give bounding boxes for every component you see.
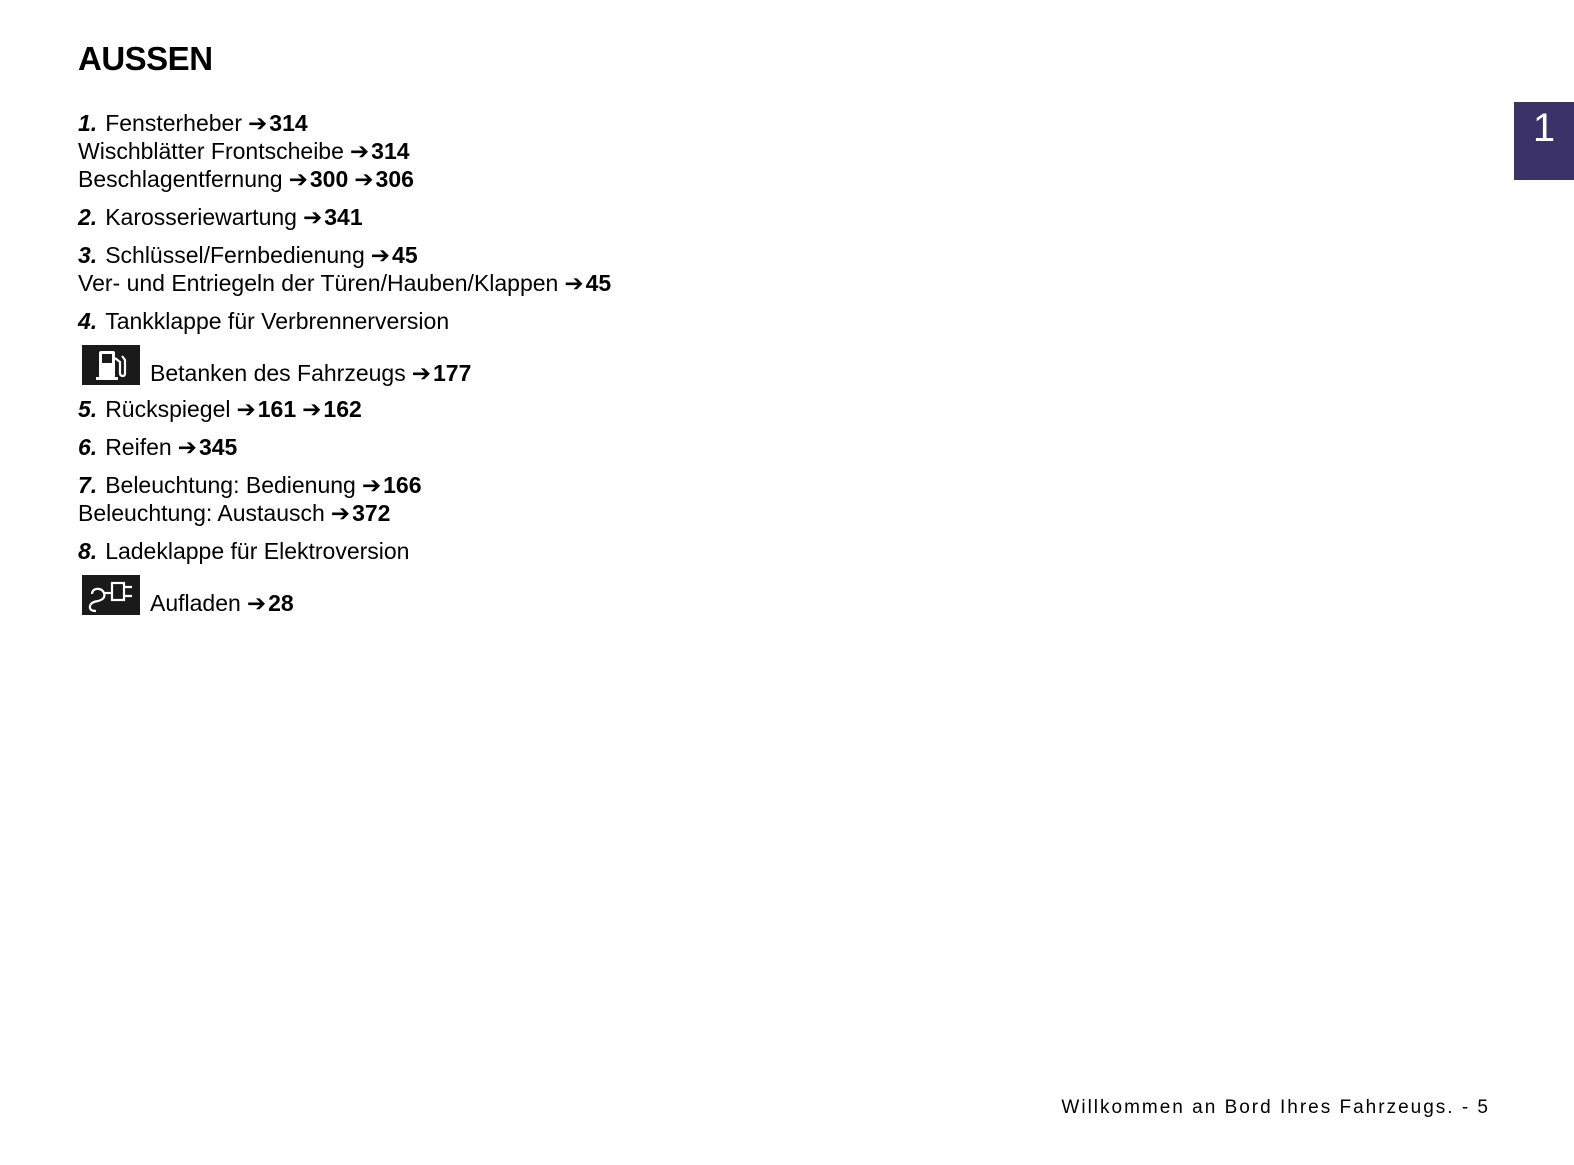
page-reference-link[interactable]: 161 [257, 396, 297, 422]
reference-arrow-icon: ➔ [361, 472, 382, 498]
index-entry [78, 471, 838, 527]
entry-text: Wischblätter Frontscheibe [78, 138, 344, 164]
entry-text: Reifen [105, 434, 172, 460]
entry-line [78, 307, 838, 335]
icon-entry-line [78, 345, 838, 385]
icon-entry-text-group [150, 589, 294, 617]
reference-arrow-icon: ➔ [246, 590, 267, 616]
charging-plug-icon [82, 575, 140, 615]
page-reference-link[interactable]: 306 [375, 166, 414, 192]
page-reference-link[interactable]: 314 [371, 138, 410, 164]
page-reference-link[interactable]: 300 [309, 166, 349, 192]
reference-arrow-icon: ➔ [370, 242, 391, 268]
reference-arrow-icon: ➔ [411, 360, 431, 386]
entry-text: Beleuchtung: Bedienung [105, 472, 356, 498]
entry-number: 2. [78, 204, 98, 230]
entry-line [78, 395, 838, 423]
entry-line [78, 433, 838, 461]
entry-line [78, 269, 838, 297]
index-entry [78, 203, 838, 231]
page-reference-link[interactable]: 372 [352, 500, 391, 526]
page-title: AUSSEN [78, 40, 213, 77]
entry-line [78, 471, 838, 499]
page-reference-link[interactable]: 177 [433, 360, 472, 386]
entry-text: Karosseriewartung [105, 204, 297, 230]
reference-arrow-icon: ➔ [288, 166, 308, 192]
reference-arrow-icon: ➔ [302, 204, 323, 230]
entry-text: Rückspiegel [105, 396, 231, 422]
entry-number: 6. [78, 434, 98, 460]
entry-text: Ladeklappe für Elektroversion [105, 538, 410, 564]
index-entry [78, 395, 838, 423]
index-entry [78, 433, 838, 461]
reference-arrow-icon: ➔ [349, 138, 370, 164]
index-entry [78, 307, 838, 335]
entry-text: Tankklappe für Verbrennerversion [105, 308, 450, 334]
index-entry [78, 537, 838, 565]
index-list [78, 109, 838, 625]
entry-number: 7. [78, 472, 98, 498]
page-reference-link[interactable]: 45 [585, 270, 612, 296]
page-reference-link[interactable]: 345 [198, 434, 238, 460]
index-entry [78, 241, 838, 297]
page-reference-link[interactable]: 162 [323, 396, 362, 422]
index-entry [78, 109, 838, 193]
fuel-pump-icon [82, 345, 140, 385]
reference-arrow-icon: ➔ [236, 396, 256, 422]
page-footer: Willkommen an Bord Ihres Fahrzeugs. - 5 [1061, 1097, 1490, 1118]
entry-text: Ver- und Entriegeln der Türen/Hauben/Klappen [78, 270, 559, 296]
entry-text: Beschlagentfernung [78, 166, 283, 192]
icon-entry-text-group [150, 359, 471, 387]
entry-line [78, 537, 838, 565]
entry-text: Betanken des Fahrzeugs [150, 360, 406, 386]
entry-number: 4. [78, 308, 98, 334]
page-reference-link[interactable]: 341 [324, 204, 363, 230]
entry-text: Beleuchtung: Austausch [78, 500, 325, 526]
page-reference-link[interactable]: 166 [383, 472, 422, 498]
entry-line [78, 165, 838, 193]
entry-line [78, 241, 838, 269]
entry-text: Schlüssel/Fernbedienung [105, 242, 365, 268]
entry-line [78, 499, 838, 527]
entry-number: 3. [78, 242, 98, 268]
entry-line [78, 137, 838, 165]
entry-text: Fensterheber [105, 110, 242, 136]
reference-arrow-icon: ➔ [330, 500, 351, 526]
entry-text: Aufladen [150, 590, 241, 616]
entry-line [78, 203, 838, 231]
entry-number: 1. [78, 110, 98, 136]
page-reference-link[interactable]: 45 [392, 242, 418, 268]
entry-line [78, 109, 838, 137]
entry-number: 8. [78, 538, 98, 564]
entry-number: 5. [78, 396, 98, 422]
page-reference-link[interactable]: 28 [268, 590, 294, 616]
page-reference-link[interactable]: 314 [269, 110, 308, 136]
reference-arrow-icon: ➔ [564, 270, 584, 296]
reference-arrow-icon: ➔ [248, 110, 268, 136]
reference-arrow-icon: ➔ [302, 396, 322, 422]
icon-entry-line [78, 575, 838, 615]
reference-arrow-icon: ➔ [354, 166, 374, 192]
chapter-tab[interactable]: 1 [1514, 102, 1574, 180]
reference-arrow-icon: ➔ [177, 434, 197, 460]
